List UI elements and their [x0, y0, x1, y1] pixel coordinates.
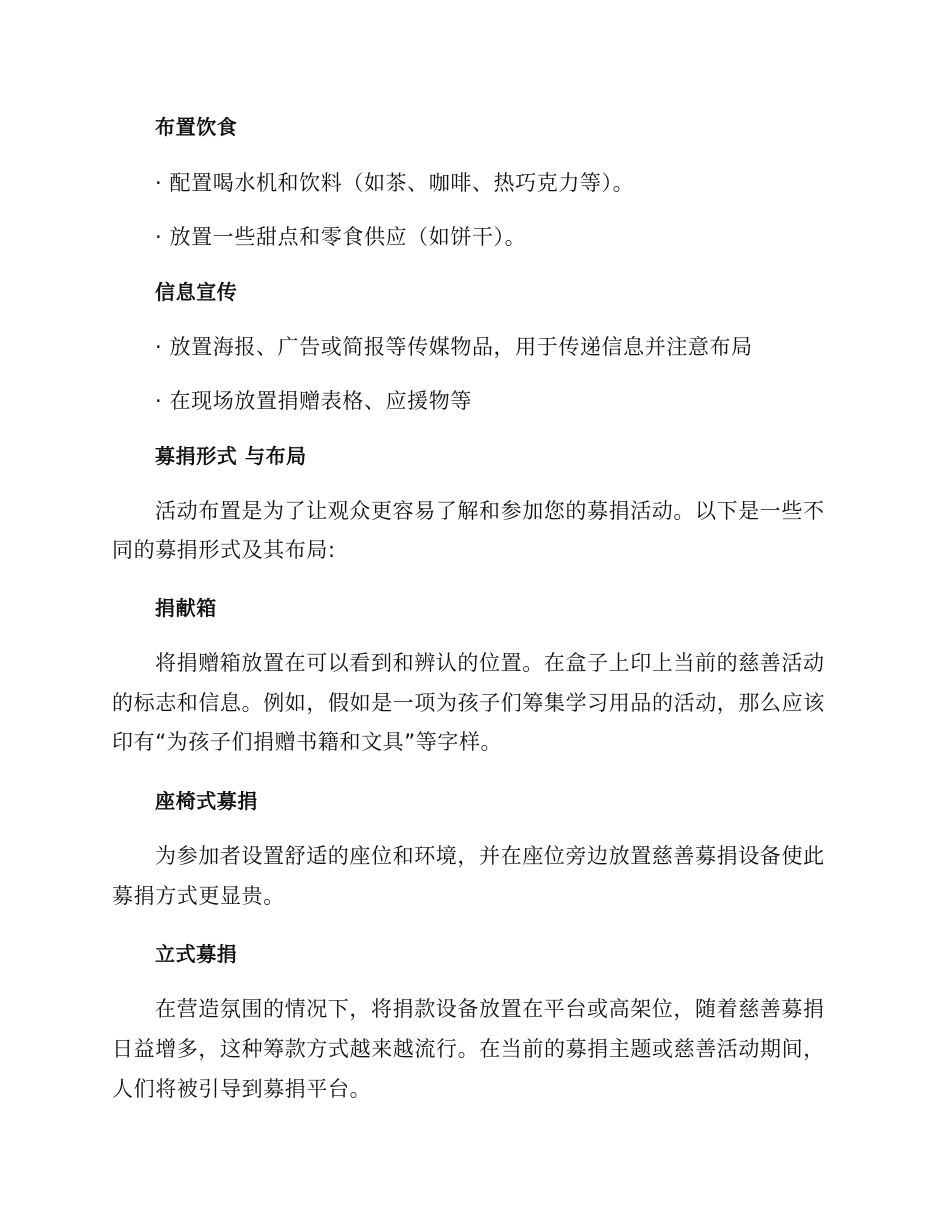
paragraph-line: 日益增多，这种筹款方式越来越流行。在当前的募捐主题或慈善活动期间， [112, 1037, 825, 1061]
section-heading: 立式募捐 [155, 942, 238, 966]
bullet-item: · 配置喝水机和饮料（如茶、咖啡、热巧克力等）。 [155, 171, 635, 195]
section-heading: 座椅式募捐 [155, 789, 258, 813]
section-heading: 捐献箱 [155, 596, 217, 620]
paragraph-line: 活动布置是为了让观众更容易了解和参加您的募捐活动。以下是一些不 [155, 499, 825, 523]
paragraph-line: 人们将被引导到募捐平台。 [112, 1077, 372, 1101]
paragraph-line: 同的募捐形式及其布局: [112, 538, 336, 562]
bullet-item: · 在现场放置捐赠表格、应援物等 [155, 389, 472, 413]
section-heading: 募捐形式 与布局 [155, 444, 307, 468]
section-heading: 信息宣传 [155, 280, 238, 304]
paragraph-line: 为参加者设置舒适的座位和环境，并在座位旁边放置慈善募捐设备使此 [155, 844, 825, 868]
section-heading: 布置饮食 [155, 115, 238, 139]
paragraph-line: 将捐赠箱放置在可以看到和辨认的位置。在盒子上印上当前的慈善活动 [155, 651, 825, 675]
paragraph-line: 募捐方式更显贵。 [112, 884, 285, 908]
paragraph-line: 的标志和信息。例如，假如是一项为孩子们筹集学习用品的活动，那么应该 [112, 691, 825, 715]
paragraph-line: 印有“为孩子们捐赠书籍和文具”等字样。 [112, 730, 503, 754]
bullet-item: · 放置一些甜点和零食供应（如饼干）。 [155, 225, 527, 249]
paragraph-line: 在营造氛围的情况下，将捐款设备放置在平台或高架位，随着慈善募捐 [155, 997, 825, 1021]
bullet-item: · 放置海报、广告或简报等传媒物品，用于传递信息并注意布局 [155, 335, 753, 359]
